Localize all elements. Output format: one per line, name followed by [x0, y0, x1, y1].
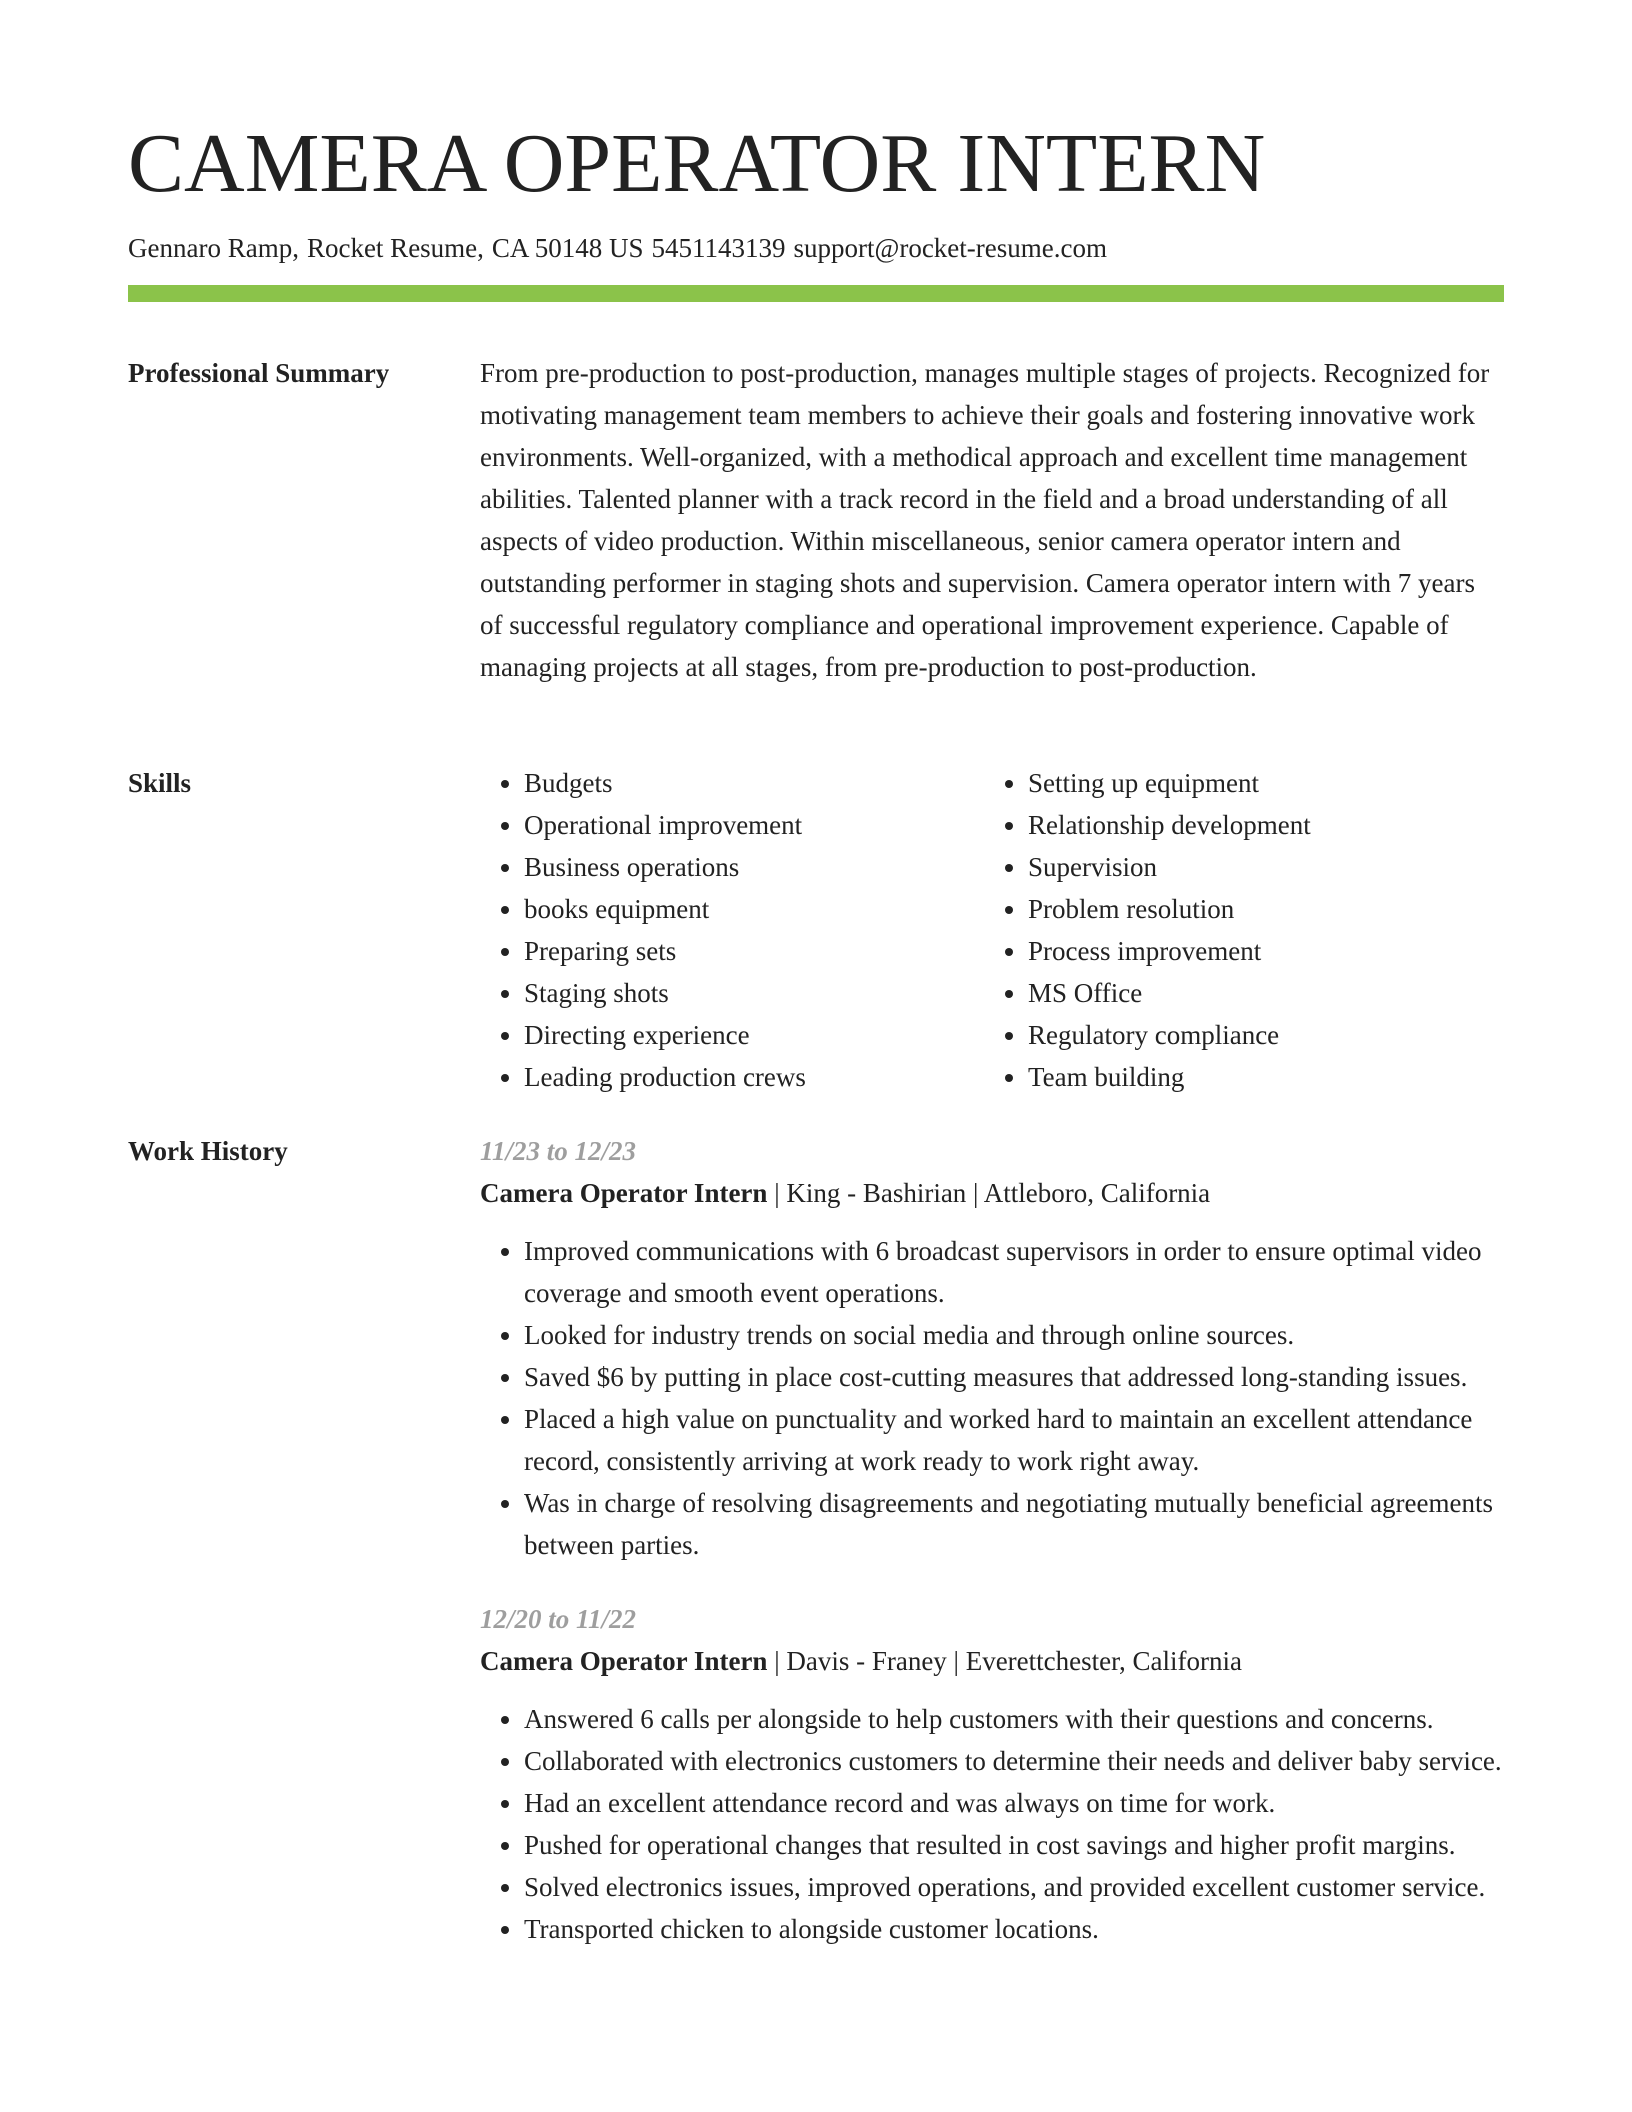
job-bullet-list — [480, 1698, 1504, 1950]
job-employer-location: | King - Bashirian | Attleboro, California — [767, 1178, 1211, 1208]
skills-list-left — [480, 762, 984, 1098]
job-bullet-list — [480, 1230, 1504, 1566]
skill-item: • Leading production crews — [524, 1056, 984, 1098]
contact-phone: 5451143139 — [651, 233, 786, 263]
job-bullet: • Placed a high value on punctuality and worked hard to maintain an excellent attendance record, consistently arriving at work ready to work right away. — [524, 1398, 1504, 1482]
job-title: Camera Operator Intern — [480, 1178, 768, 1208]
skills-columns — [480, 762, 1504, 1098]
job-bullet: • Looked for industry trends on social media and through online sources. — [524, 1314, 1504, 1356]
summary-heading: Professional Summary — [128, 358, 390, 388]
job-bullet: • Improved communications with 6 broadcast supervisors in order to ensure optimal video coverage and smooth event operations. — [524, 1230, 1504, 1314]
contact-email: support@rocket-resume.com — [793, 233, 1107, 263]
summary-text: From pre-production to post-production, manages multiple stages of projects. Recognized for motivating management team members to achieve their goals and fostering innovative work environments. Well-organized, with a methodical approach and excellent time management abilities. Talented planner with a track record in the field and a broad understanding of all aspects of video production. Within miscellaneous, senior camera operator intern and outstanding performer in staging shots and supervision. Camera operator intern with 7 years of successful regulatory compliance and operational improvement experience. Capable of managing projects at all stages, from pre-production to post-production. — [480, 358, 1490, 682]
skill-item: • Relationship development — [1028, 804, 1488, 846]
skill-item: • Team building — [1028, 1056, 1488, 1098]
skills-heading: Skills — [128, 768, 192, 798]
contact-region: CA 50148 US — [491, 233, 644, 263]
job-bullet: • Was in charge of resolving disagreements and negotiating mutually beneficial agreements between parties. — [524, 1482, 1504, 1566]
skill-item: • books equipment — [524, 888, 984, 930]
job-dates: 11/23 to 12/23 — [480, 1136, 637, 1166]
work-history-body — [480, 1130, 1504, 1982]
skill-item: • Business operations — [524, 846, 984, 888]
summary-body — [480, 352, 1504, 688]
skills-list-right — [984, 762, 1488, 1098]
contact-line — [128, 232, 1115, 264]
skill-item: • Regulatory compliance — [1028, 1014, 1488, 1056]
skill-item: • Process improvement — [1028, 930, 1488, 972]
job-heading — [480, 1172, 1504, 1214]
header-divider — [128, 285, 1504, 302]
skill-item: • Budgets — [524, 762, 984, 804]
skill-item: • MS Office — [1028, 972, 1488, 1014]
job-bullet: • Solved electronics issues, improved operations, and provided excellent customer service. — [524, 1866, 1504, 1908]
job-bullet: • Saved $6 by putting in place cost-cutting measures that addressed long-standing issues. — [524, 1356, 1504, 1398]
skill-item: • Directing experience — [524, 1014, 984, 1056]
work-history-heading: Work History — [128, 1136, 288, 1166]
contact-company: Rocket Resume, — [306, 233, 484, 263]
job-entry — [480, 1598, 1504, 1950]
job-dates: 12/20 to 11/22 — [480, 1604, 637, 1634]
job-title: Camera Operator Intern — [480, 1646, 768, 1676]
skill-item: • Supervision — [1028, 846, 1488, 888]
skill-item: • Setting up equipment — [1028, 762, 1488, 804]
resume-name: CAMERA OPERATOR INTERN — [128, 117, 1266, 210]
contact-full-name: Gennaro Ramp, — [128, 233, 299, 263]
job-heading — [480, 1640, 1504, 1682]
skill-item: • Staging shots — [524, 972, 984, 1014]
skill-item: • Preparing sets — [524, 930, 984, 972]
job-bullet: • Pushed for operational changes that resulted in cost savings and higher profit margins. — [524, 1824, 1504, 1866]
skills-body — [480, 762, 1504, 1098]
job-employer-location: | Davis - Franey | Everettchester, California — [767, 1646, 1242, 1676]
job-bullet: • Transported chicken to alongside customer locations. — [524, 1908, 1504, 1950]
skill-item: • Problem resolution — [1028, 888, 1488, 930]
job-entry — [480, 1130, 1504, 1566]
job-bullet: • Answered 6 calls per alongside to help customers with their questions and concerns. — [524, 1698, 1504, 1740]
job-bullet: • Had an excellent attendance record and was always on time for work. — [524, 1782, 1504, 1824]
job-bullet: • Collaborated with electronics customers to determine their needs and deliver baby service. — [524, 1740, 1504, 1782]
skill-item: • Operational improvement — [524, 804, 984, 846]
